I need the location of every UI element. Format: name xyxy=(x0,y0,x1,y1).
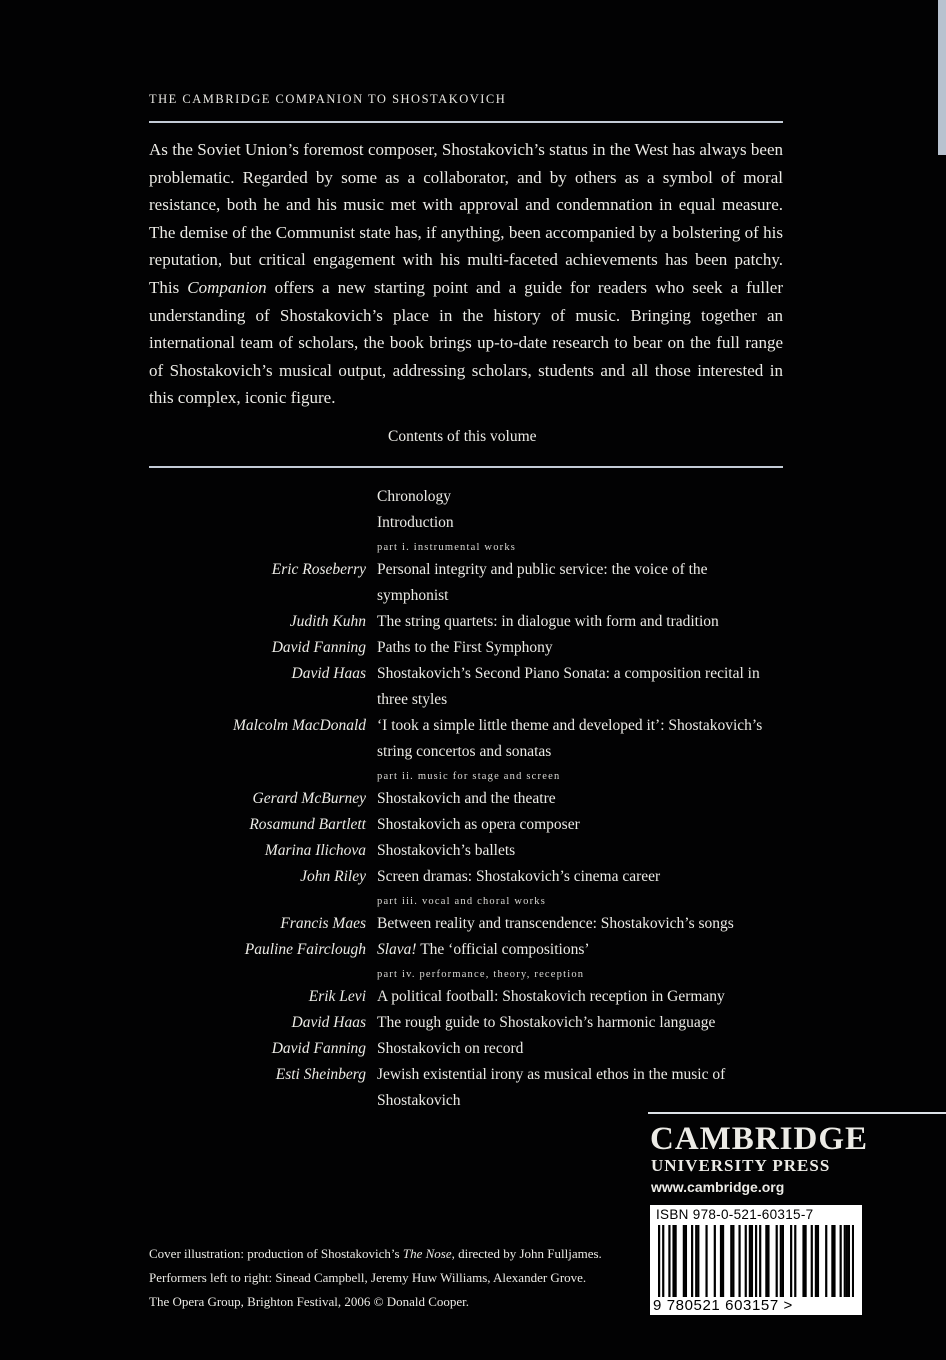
chapter-entry xyxy=(149,838,783,864)
barcode-bar xyxy=(714,1225,716,1297)
credit-text-2: , directed by John Fulljames. Performers left to right: Sinead Campbell, Jeremy Huw Williams, Alexander Grove. The Opera Group, Brighton Festival, 2006 © Donald Cooper. xyxy=(149,1246,602,1309)
chapter-title-text: Jewish existential irony as musical ethos in the music of Shostakovich xyxy=(377,1066,726,1109)
blurb-text-1: As the Soviet Union’s foremost composer, Shostakovich’s status in the West has always been problematic. Regarded by some as a collaborator, and by others as a symbol of moral resistance, both he and his music met with approval and condemnation in equal measure. The demise of the Communist state has, if anything, been accompanied by a bolstering of his reputation, but critical engagement with his multi-faceted achievements has been patchy. This xyxy=(149,140,783,297)
chapter-title xyxy=(377,937,783,963)
ean-digits: 9 780521 603157 > xyxy=(653,1297,793,1314)
front-matter-entry xyxy=(149,484,783,510)
barcode-bar xyxy=(767,1225,769,1297)
chapter-title xyxy=(377,812,783,838)
part-label: part ii. music for stage and screen xyxy=(377,771,561,782)
barcode-bar xyxy=(782,1225,784,1297)
edge-color-strip xyxy=(938,0,946,155)
part-spacer xyxy=(149,541,377,555)
chapter-title-text: Shostakovich’s Second Piano Sonata: a composition recital in three styles xyxy=(377,665,760,708)
chapter-title-text: Screen dramas: Shostakovich’s cinema career xyxy=(377,868,661,885)
chapter-entry xyxy=(149,1010,783,1036)
barcode-bar xyxy=(730,1225,732,1297)
chapter-author: Francis Maes xyxy=(280,915,366,932)
barcode-bar xyxy=(794,1225,796,1297)
chapter-title-text: Shostakovich on record xyxy=(377,1040,524,1057)
front-matter-title: Introduction xyxy=(377,514,454,531)
chapter-author: Gerard McBurney xyxy=(252,790,366,807)
chapter-author: Esti Sheinberg xyxy=(275,1066,366,1083)
barcode-bar xyxy=(722,1225,724,1297)
chapter-author: Marina Ilichova xyxy=(264,842,366,859)
chapter-entry xyxy=(149,911,783,937)
barcode-bar xyxy=(738,1225,740,1297)
barcode-bar xyxy=(675,1225,677,1297)
chapter-entry xyxy=(149,937,783,963)
barcode-bar xyxy=(695,1225,697,1297)
chapter-entry xyxy=(149,984,783,1010)
barcode-bar xyxy=(720,1225,722,1297)
chapter-entry xyxy=(149,1062,783,1114)
barcode-bar xyxy=(658,1225,660,1297)
barcode-bar xyxy=(685,1225,687,1297)
series-title: THE CAMBRIDGE COMPANION TO SHOSTAKOVICH xyxy=(149,92,507,106)
barcode-bar xyxy=(751,1225,753,1297)
chapter-title-text: The ‘official compositions’ xyxy=(416,941,590,958)
chapter-title-italic: Slava! xyxy=(377,941,417,958)
barcode-bar xyxy=(844,1225,846,1297)
barcode-bar xyxy=(672,1225,674,1297)
chapter-title xyxy=(377,838,783,864)
chapter-author: Eric Roseberry xyxy=(271,561,366,578)
chapter-author: David Haas xyxy=(291,1014,366,1031)
barcode-bar xyxy=(825,1225,827,1297)
barcode-bar xyxy=(776,1225,778,1297)
contents-rule xyxy=(149,466,783,468)
publisher-rule xyxy=(648,1112,946,1114)
part-heading xyxy=(149,895,783,909)
header-rule xyxy=(149,121,783,123)
part-spacer xyxy=(149,770,377,784)
chapter-entry xyxy=(149,635,783,661)
chapter-author: David Haas xyxy=(291,665,366,682)
chapter-title xyxy=(377,557,783,609)
barcode-bar xyxy=(732,1225,734,1297)
chapter-entry xyxy=(149,864,783,890)
publisher-url[interactable]: www.cambridge.org xyxy=(651,1179,785,1195)
chapter-entry xyxy=(149,557,783,609)
chapter-title-text: ‘I took a simple little theme and developed it’: Shostakovich’s string concertos and sonatas xyxy=(377,717,763,760)
barcode-bar xyxy=(691,1225,693,1297)
barcode-bar xyxy=(848,1225,850,1297)
isbn-barcode xyxy=(650,1205,862,1315)
chapter-title-text: The rough guide to Shostakovich’s harmonic language xyxy=(377,1014,716,1031)
barcode-bar xyxy=(804,1225,806,1297)
chapter-title xyxy=(377,1036,783,1062)
barcode-bar xyxy=(833,1225,835,1297)
chapter-title xyxy=(377,713,783,765)
front-matter-entry xyxy=(149,510,783,536)
entry-author-blank xyxy=(149,510,377,536)
chapter-author: Judith Kuhn xyxy=(289,613,366,630)
chapter-author: Malcolm MacDonald xyxy=(232,717,366,734)
barcode-bar xyxy=(780,1225,782,1297)
chapter-title xyxy=(377,635,783,661)
barcode-bar xyxy=(802,1225,804,1297)
credit-text-1: Cover illustration: production of Shostakovich’s xyxy=(149,1246,403,1261)
barcode-bar xyxy=(683,1225,685,1297)
chapter-title-text: Between reality and transcendence: Shostakovich’s songs xyxy=(377,915,734,932)
blurb-paragraph xyxy=(149,136,783,412)
chapter-title xyxy=(377,984,783,1010)
chapter-entry xyxy=(149,812,783,838)
front-matter-title: Chronology xyxy=(377,488,452,505)
barcode-bar xyxy=(749,1225,751,1297)
part-spacer xyxy=(149,895,377,909)
chapter-author: David Fanning xyxy=(271,1040,366,1057)
entry-author-blank xyxy=(149,484,377,510)
chapter-author: David Fanning xyxy=(271,639,366,656)
chapter-title xyxy=(377,609,783,635)
publisher-logo-press: UNIVERSITY PRESS xyxy=(651,1156,831,1175)
blurb-italic-title: Companion xyxy=(187,277,267,297)
barcode-bar xyxy=(765,1225,767,1297)
part-heading xyxy=(149,770,783,784)
chapter-title xyxy=(377,786,783,812)
barcode-bar xyxy=(705,1225,707,1297)
barcode-bar xyxy=(811,1225,813,1297)
barcode-bar xyxy=(697,1225,699,1297)
chapter-author: Pauline Fairclough xyxy=(244,941,366,958)
contents-heading: Contents of this volume xyxy=(388,428,537,445)
part-label: part iii. vocal and choral works xyxy=(377,896,547,907)
chapter-entry xyxy=(149,1036,783,1062)
chapter-title-text: Paths to the First Symphony xyxy=(377,639,553,656)
barcode-bar xyxy=(662,1225,664,1297)
chapter-title xyxy=(377,864,783,890)
barcode-bar xyxy=(846,1225,848,1297)
chapter-title-text: A political football: Shostakovich reception in Germany xyxy=(377,988,725,1005)
barcode-bar xyxy=(790,1225,792,1297)
chapter-title xyxy=(377,1062,783,1114)
chapter-author: Erik Levi xyxy=(308,988,366,1005)
blurb-text-2: offers a new starting point and a guide for readers who seek a fuller understanding of Shostakovich’s place in the history of music. Bringing together an international team of scholars, the book brings up-to-date research to bear on the full range of Shostakovich’s musical output, addressing scholars, students and all those interested in this complex, iconic figure. xyxy=(149,277,783,408)
chapter-title-text: The string quartets: in dialogue with form and tradition xyxy=(377,613,719,630)
barcode-bars xyxy=(658,1225,854,1297)
isbn-label: ISBN 978-0-521-60315-7 xyxy=(656,1207,814,1222)
chapter-title-text: Personal integrity and public service: the voice of the symphonist xyxy=(377,561,708,604)
barcode-bar xyxy=(831,1225,833,1297)
chapter-author: John Riley xyxy=(300,868,366,885)
table-of-contents xyxy=(149,484,783,1114)
barcode-bar xyxy=(852,1225,854,1297)
barcode-bar xyxy=(817,1225,819,1297)
chapter-title xyxy=(377,911,783,937)
chapter-entry xyxy=(149,713,783,765)
part-heading xyxy=(149,968,783,982)
barcode-bar xyxy=(759,1225,761,1297)
chapter-entry xyxy=(149,609,783,635)
barcode-bar xyxy=(815,1225,817,1297)
part-spacer xyxy=(149,968,377,982)
chapter-entry xyxy=(149,786,783,812)
part-heading xyxy=(149,541,783,555)
part-label: part iv. performance, theory, reception xyxy=(377,969,585,980)
chapter-title-text: Shostakovich and the theatre xyxy=(377,790,556,807)
chapter-entry xyxy=(149,661,783,713)
barcode-bar xyxy=(755,1225,757,1297)
part-label: part i. instrumental works xyxy=(377,542,517,553)
chapter-title-text: Shostakovich’s ballets xyxy=(377,842,516,859)
chapter-title xyxy=(377,1010,783,1036)
chapter-author: Rosamund Bartlett xyxy=(249,816,366,833)
barcode-bar xyxy=(745,1225,747,1297)
cover-credit xyxy=(149,1242,609,1314)
publisher-logo-name: CAMBRIDGE xyxy=(650,1121,869,1157)
chapter-title xyxy=(377,661,783,713)
chapter-title-text: Shostakovich as opera composer xyxy=(377,816,580,833)
barcode-bar xyxy=(668,1225,670,1297)
barcode-bar xyxy=(840,1225,842,1297)
credit-italic-title: The Nose xyxy=(402,1246,452,1261)
